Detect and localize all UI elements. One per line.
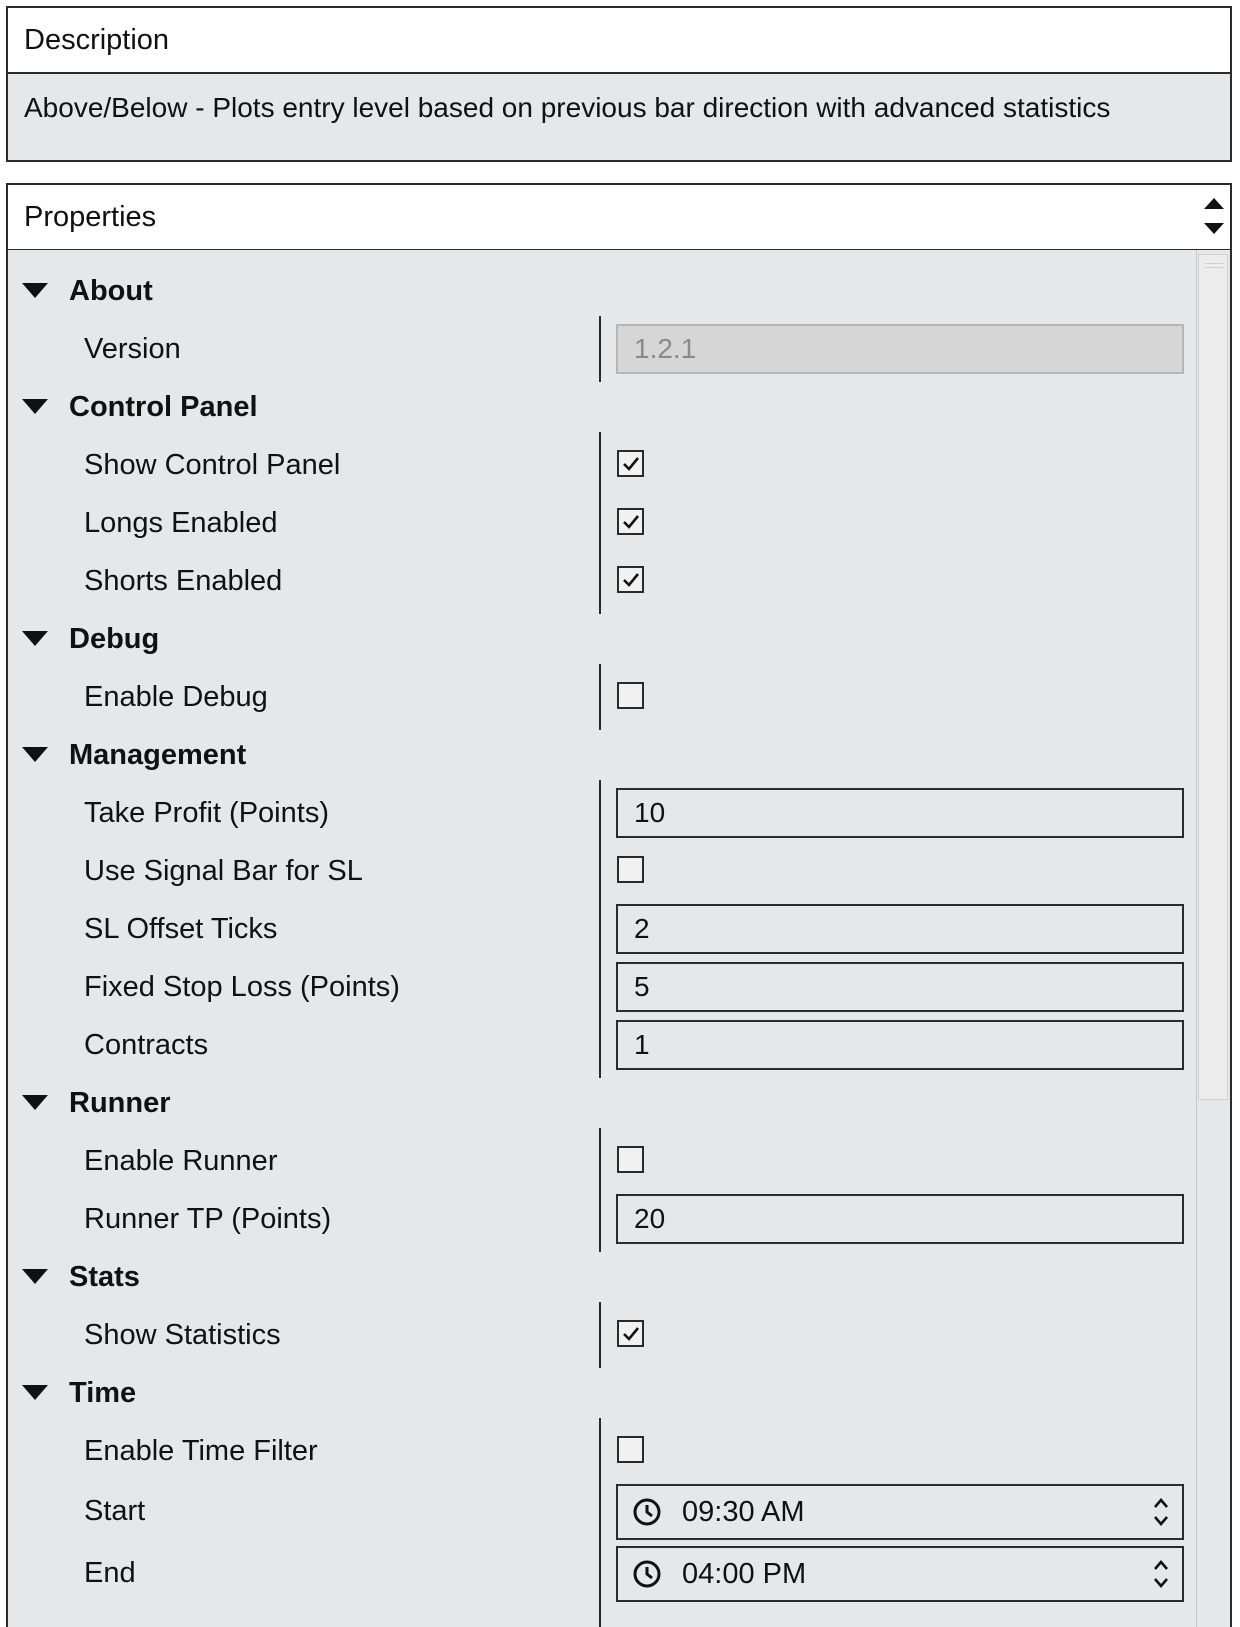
checkmark-icon (621, 1324, 641, 1344)
clock-icon (632, 1559, 662, 1589)
checkmark-icon (621, 454, 641, 474)
properties-header (6, 183, 1232, 251)
show-statistics-checkbox[interactable] (617, 1320, 644, 1347)
enable-runner-checkbox[interactable] (617, 1146, 644, 1173)
version-field (616, 324, 1184, 374)
spinner-arrows-icon[interactable] (1152, 1494, 1170, 1530)
shorts-enabled-checkbox[interactable] (617, 566, 644, 593)
expanded-triangle-icon[interactable] (22, 283, 48, 298)
category-label: Control Panel (69, 391, 258, 423)
expanded-triangle-icon[interactable] (22, 1385, 48, 1400)
category-label: About (69, 275, 153, 307)
description-text: Above/Below - Plots entry level based on previous bar direction with advanced statistics (24, 92, 1111, 123)
property-label: Version (84, 333, 181, 365)
property-row-enable-debug (8, 668, 1178, 726)
show-control-panel-checkbox[interactable] (617, 450, 644, 477)
spinner-arrows-icon[interactable] (1152, 1556, 1170, 1592)
expanded-triangle-icon[interactable] (22, 399, 48, 414)
end-time-value: 04:00 PM (682, 1558, 807, 1590)
header-scroll-arrows[interactable] (1196, 184, 1232, 248)
property-label: SL Offset Ticks (84, 913, 278, 945)
sl-offset-ticks-input[interactable] (616, 904, 1184, 954)
description-header (6, 6, 1232, 74)
property-label: Contracts (84, 1029, 209, 1061)
property-row-shorts-enabled (8, 552, 1178, 610)
description-header-label: Description (24, 23, 170, 56)
vertical-scrollbar[interactable] (1196, 250, 1232, 1627)
property-label: Longs Enabled (84, 507, 278, 539)
take-profit-value: 10 (634, 797, 666, 828)
end-time-picker[interactable] (616, 1546, 1184, 1602)
property-label: End (84, 1557, 136, 1589)
property-row-use-signal-bar (8, 842, 1178, 900)
category-label: Debug (69, 623, 160, 655)
sl-offset-ticks-value: 2 (634, 913, 650, 944)
property-row-show-statistics (8, 1306, 1178, 1364)
property-label: Show Control Panel (84, 449, 341, 481)
checkmark-icon (621, 512, 641, 532)
thumb-grip-line (1205, 267, 1223, 268)
property-row-enable-runner (8, 1132, 1178, 1190)
property-label: Enable Runner (84, 1145, 278, 1177)
properties-header-label: Properties (24, 200, 157, 233)
property-label: Runner TP (Points) (84, 1203, 332, 1235)
take-profit-input[interactable] (616, 788, 1184, 838)
version-value: 1.2.1 (634, 333, 697, 364)
fixed-stop-loss-value: 5 (634, 971, 650, 1002)
start-time-picker[interactable] (616, 1484, 1184, 1540)
contracts-input[interactable] (616, 1020, 1184, 1070)
scroll-up-arrow-icon[interactable] (1204, 198, 1224, 209)
property-row-longs-enabled (8, 494, 1178, 552)
property-label: Shorts Enabled (84, 565, 283, 597)
property-label: Enable Time Filter (84, 1435, 318, 1467)
category-label: Runner (69, 1087, 171, 1119)
use-signal-bar-checkbox[interactable] (617, 856, 644, 883)
property-label: Show Statistics (84, 1319, 281, 1351)
enable-debug-checkbox[interactable] (617, 682, 644, 709)
expanded-triangle-icon[interactable] (22, 1095, 48, 1110)
expanded-triangle-icon[interactable] (22, 631, 48, 646)
description-text-box (6, 72, 1232, 162)
category-label: Stats (69, 1261, 140, 1293)
longs-enabled-checkbox[interactable] (617, 508, 644, 535)
enable-time-filter-checkbox[interactable] (617, 1436, 644, 1463)
property-label: Start (84, 1495, 146, 1527)
runner-tp-input[interactable] (616, 1194, 1184, 1244)
property-grid (6, 250, 1196, 1627)
property-label: Enable Debug (84, 681, 268, 713)
runner-tp-value: 20 (634, 1203, 666, 1234)
property-label: Take Profit (Points) (84, 797, 329, 829)
scrollbar-thumb[interactable] (1198, 254, 1228, 1100)
property-label: Fixed Stop Loss (Points) (84, 971, 400, 1003)
expanded-triangle-icon[interactable] (22, 747, 48, 762)
category-label: Management (69, 739, 247, 771)
checkmark-icon (621, 570, 641, 590)
scroll-down-arrow-icon[interactable] (1204, 223, 1224, 234)
property-row-show-control-panel (8, 436, 1178, 494)
column-divider[interactable] (599, 316, 601, 382)
start-time-value: 09:30 AM (682, 1496, 805, 1528)
property-row-enable-time-filter (8, 1422, 1178, 1480)
expanded-triangle-icon[interactable] (22, 1269, 48, 1284)
category-label: Time (69, 1377, 137, 1409)
property-label: Use Signal Bar for SL (84, 855, 363, 887)
fixed-stop-loss-input[interactable] (616, 962, 1184, 1012)
clock-icon (632, 1497, 662, 1527)
contracts-value: 1 (634, 1029, 650, 1060)
thumb-grip-line (1205, 263, 1223, 264)
